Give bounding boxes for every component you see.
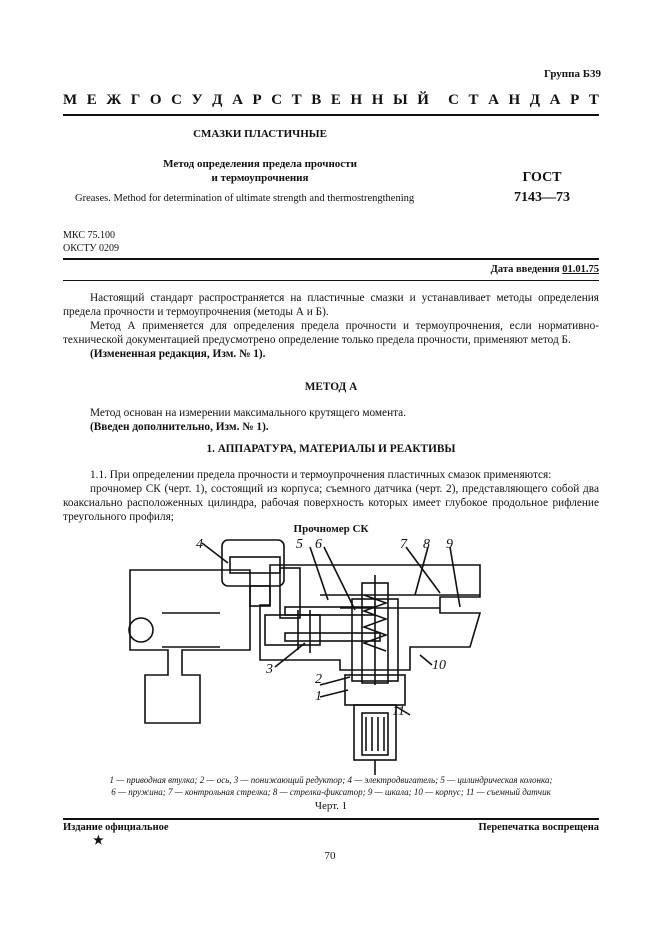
label-7: 7 bbox=[400, 537, 407, 552]
figure-title: Прочномер СК bbox=[293, 523, 369, 535]
label-6: 6 bbox=[315, 537, 322, 552]
intro-section bbox=[63, 291, 599, 361]
label-1: 1 bbox=[315, 689, 322, 704]
gost-label: ГОСТ bbox=[522, 170, 562, 185]
standard-letter: Д bbox=[529, 92, 541, 108]
label-10: 10 bbox=[432, 658, 446, 673]
date-top-divider bbox=[63, 258, 599, 260]
electric-motor bbox=[222, 540, 284, 586]
standard-letter: Т bbox=[588, 92, 599, 108]
method-a-section bbox=[63, 406, 599, 434]
standard-letter: Ж bbox=[106, 92, 122, 108]
standard-letter: Т bbox=[291, 92, 302, 108]
standard-letter: Е bbox=[86, 92, 97, 108]
label-3: 3 bbox=[266, 662, 273, 677]
label-8: 8 bbox=[423, 537, 430, 552]
subtitle-line: Метод определения предела прочности bbox=[163, 158, 357, 170]
amendment-note: (Измененная редакция, Изм. № 1). bbox=[90, 348, 266, 360]
standard-type-heading bbox=[63, 92, 599, 109]
standard-letter: А bbox=[549, 92, 561, 108]
label-5: 5 bbox=[296, 537, 303, 552]
standard-letter: Ы bbox=[392, 92, 408, 108]
standard-letter: О bbox=[149, 92, 162, 108]
introduction-date bbox=[491, 264, 599, 275]
standard-letter: А bbox=[488, 92, 499, 108]
standard-letter: Н bbox=[350, 92, 363, 108]
standard-letter: М bbox=[63, 92, 78, 108]
date-bottom-divider bbox=[63, 280, 599, 281]
intro-paragraph: Метод А применяется для определения предела прочности и термоупрочнения, если нормативно-технической документацией предусмотрено определение только предела прочности, применяют метод Б. bbox=[63, 320, 599, 346]
group-code: Группа Б39 bbox=[544, 68, 601, 80]
intro-paragraph: Настоящий стандарт распространяется на пластичные смазки и устанавливает методы определения предела прочности и термоупрочнения (методы А и Б). bbox=[63, 292, 599, 318]
standard-letter: Н bbox=[508, 92, 521, 108]
section-paragraph: 1.1. При определении предела прочности и термоупрочнения пластичных смазок применяются: bbox=[90, 469, 552, 481]
label-4: 4 bbox=[196, 537, 203, 552]
section-paragraph: прочномер СК (черт. 1), состоящий из корпуса; съемного датчика (черт. 2), представляющего собой два коаксиально расположенных цилиндра, рабочая поверхность которых имеет глубокое продольное рифление треугольного профиля; bbox=[63, 483, 599, 523]
amendment-note: (Введен дополнительно, Изм. № 1). bbox=[90, 421, 269, 433]
english-title: Greases. Method for determination of ultimate strength and thermostrengthening bbox=[75, 193, 415, 204]
star-mark: ★ bbox=[93, 833, 104, 847]
official-edition: Издание официальное bbox=[63, 822, 169, 833]
footer-divider bbox=[63, 818, 599, 820]
standard-letter: Е bbox=[330, 92, 341, 108]
label-9: 9 bbox=[446, 537, 453, 552]
label-2: 2 bbox=[315, 672, 322, 687]
standard-letter: Й bbox=[417, 92, 429, 108]
section-1-body bbox=[63, 468, 599, 524]
standard-letter: Т bbox=[468, 92, 479, 108]
standard-letter: Д bbox=[212, 92, 223, 108]
standard-letter: У bbox=[191, 92, 203, 108]
header-divider bbox=[63, 114, 599, 116]
method-paragraph: Метод основан на измерении максимального крутящего момента. bbox=[90, 407, 407, 419]
standard-letter: С bbox=[271, 92, 283, 108]
standard-letter: С bbox=[171, 92, 182, 108]
legend-line: 6 — пружина; 7 — контрольная стрелка; 8 — стрелка-фиксатор; 9 — шкала; 10 — корпус; 11 — съемный датчик bbox=[111, 787, 551, 797]
page-number: 70 bbox=[324, 850, 336, 862]
standard-letter: В bbox=[311, 92, 322, 108]
standard-letter: Р bbox=[252, 92, 262, 108]
section-1-heading: 1. АППАРАТУРА, МАТЕРИАЛЫ И РЕАКТИВЫ bbox=[206, 443, 456, 455]
standard-letter: А bbox=[232, 92, 243, 108]
standard-letter: Г bbox=[130, 92, 141, 108]
gost-code: 7143—73 bbox=[514, 190, 570, 205]
document-title: СМАЗКИ ПЛАСТИЧНЫЕ bbox=[193, 128, 327, 140]
okstu-code: ОКСТУ 0209 bbox=[63, 243, 120, 254]
motor-flange bbox=[280, 568, 300, 618]
device-drawing bbox=[110, 535, 620, 775]
standard-letter: Н bbox=[371, 92, 384, 108]
subtitle-line: и термоупрочнения bbox=[211, 172, 309, 184]
drive-bushing-hole bbox=[129, 618, 153, 642]
date-label: Дата введения bbox=[490, 264, 560, 275]
standard-letter: С bbox=[448, 92, 459, 108]
document-subtitle bbox=[140, 157, 380, 185]
label-11: 11 bbox=[392, 704, 405, 719]
figure-number: Черт. 1 bbox=[314, 800, 348, 812]
classification-codes bbox=[63, 229, 119, 255]
mks-code: МКС 75.100 bbox=[63, 230, 115, 241]
reprint-forbidden: Перепечатка воспрещена bbox=[478, 822, 599, 833]
date-value: 01.01.75 bbox=[562, 264, 599, 275]
figure-legend bbox=[66, 774, 596, 798]
standard-letter: Р bbox=[570, 92, 580, 108]
gost-number bbox=[492, 168, 592, 208]
legend-line: 1 — приводная втулка; 2 — ось, 3 — понижающий редуктор; 4 — электродвигатель; 5 — цилиндрическая колонка; bbox=[109, 775, 553, 785]
method-a-heading: МЕТОД А bbox=[304, 381, 358, 393]
